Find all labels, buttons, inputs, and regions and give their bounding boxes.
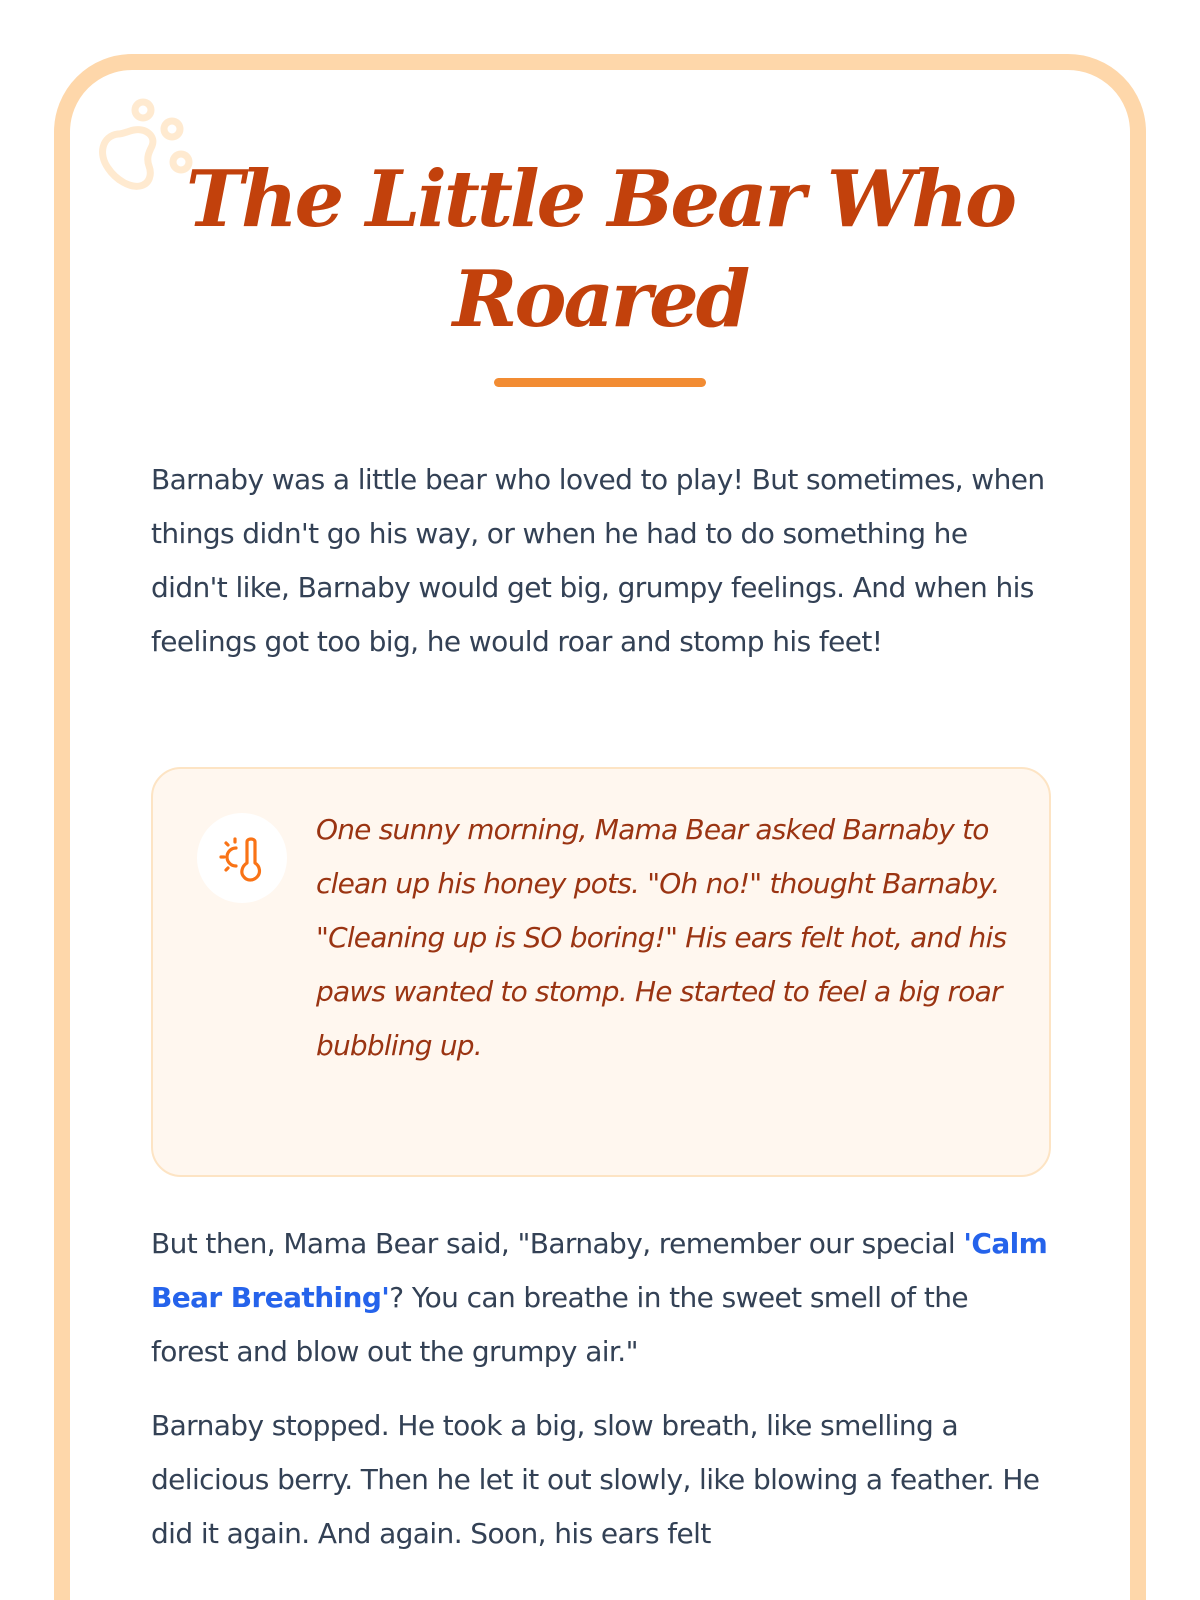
paragraph-2-text-after: ? You can breathe in the sweet smell of the forest and blow out the grumpy air." xyxy=(151,1281,969,1368)
story-paragraph-1: Barnaby was a little bear who loved to play! But sometimes, when things didn't go his way, or when he had to do something he didn't like, Barnaby would get big, grumpy feelings. And when his feelings got too big, he would roar and stomp his feet! xyxy=(151,463,1045,658)
callout-text: One sunny morning, Mama Bear asked Barnaby to clean up his honey pots. "Oh no!" thought Barnaby. "Cleaning up is SO boring!" His ears felt hot, and his paws wanted to stomp. He started to feel a big roar bubbling up. xyxy=(316,813,1007,1062)
story-paragraph-2 xyxy=(151,1217,1051,1379)
story-callout xyxy=(151,767,1051,1177)
calm-bear-breathing-highlight: 'Calm Bear Breathing' xyxy=(151,1227,1048,1314)
title-underline xyxy=(494,378,706,387)
callout-icon-badge xyxy=(197,813,287,903)
paragraph-2-text-before: But then, Mama Bear said, "Barnaby, remember our special xyxy=(151,1227,964,1260)
story-paragraph-3: Barnaby stopped. He took a big, slow breath, like smelling a delicious berry. Then he let it out slowly, like blowing a feather. He did it again. And again. Soon, his ears felt xyxy=(151,1409,1040,1550)
story-title: The Little Bear Who Roared xyxy=(185,154,1015,345)
thermometer-sun-icon xyxy=(217,833,267,883)
